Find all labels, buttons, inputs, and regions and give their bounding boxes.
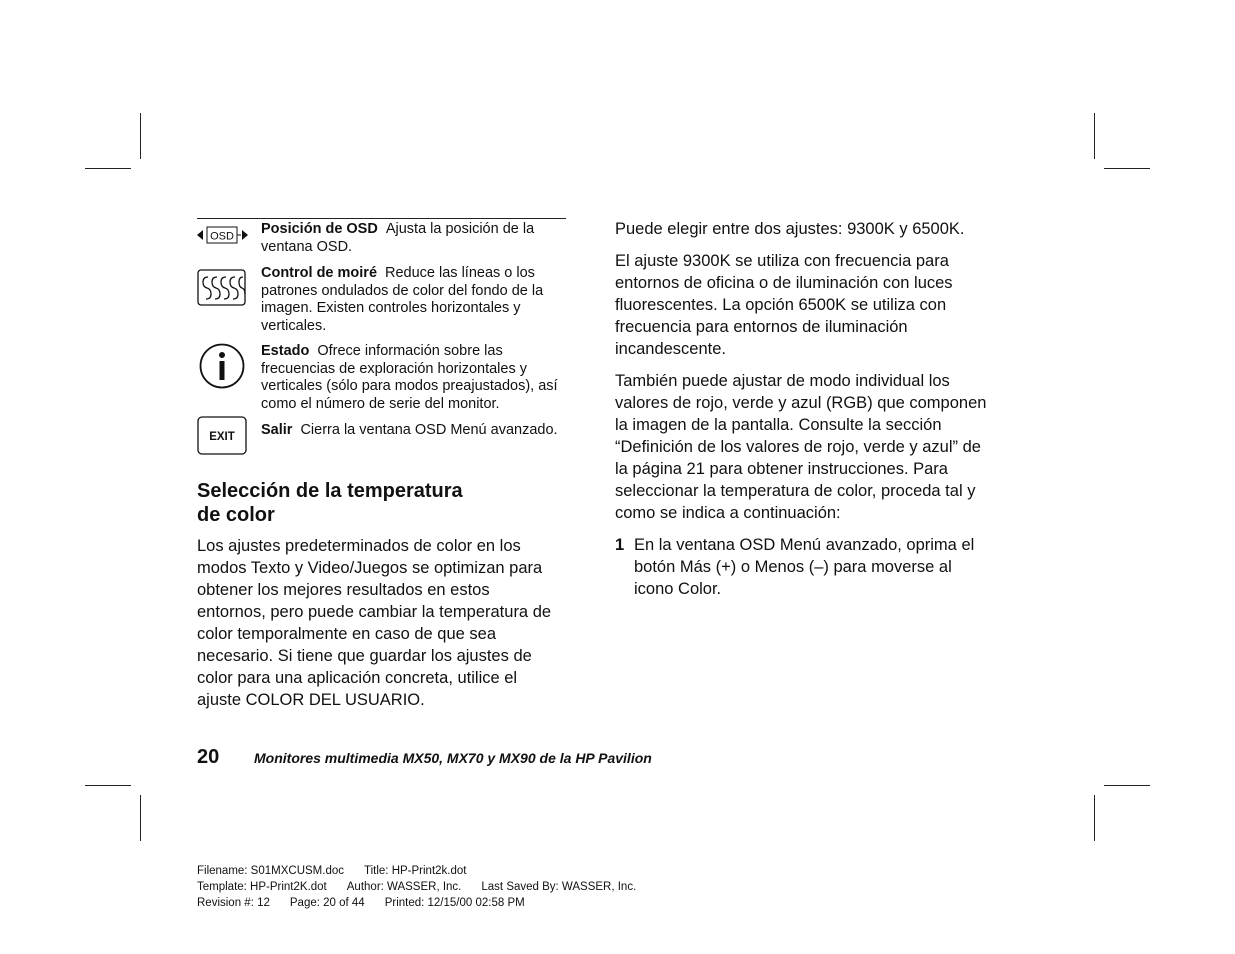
crop-mark xyxy=(1104,785,1150,786)
paragraph-3: También puede ajustar de modo individual los valores de rojo, verde y azul (RGB) que componen la imagen de la pantalla. Consulte la sección “Definición de los valores de rojo, verde y azul” de la página 21 para obtener instrucciones. Para seleccionar la temperatura de color, proceda tal y como se indica a continuación: xyxy=(615,372,987,522)
meta-title: Title: HP-Print2k.dot xyxy=(364,865,467,877)
running-footer-title: Monitores multimedia MX50, MX70 y MX90 de la HP Pavilion xyxy=(254,750,652,766)
section-paragraph: Los ajustes predeterminados de color en los modos Texto y Video/Juegos se optimizan para obtener los mejores resultados en estos entornos, pero puede cambiar la temperatura de color temporalmente en caso de que sea necesario. Si tiene que guardar los ajustes de color para una aplicación concreta, utilice el ajuste COLOR DEL USUARIO. xyxy=(197,537,552,709)
meta-template: Template: HP-Print2K.dot xyxy=(197,881,327,893)
item-text: Ajusta la posición de la ventana OSD. xyxy=(261,221,535,255)
item-exit xyxy=(197,422,566,468)
exit-icon xyxy=(197,416,249,462)
item-title: Salir xyxy=(261,422,293,438)
moire-icon xyxy=(197,269,247,313)
step-number: 1 xyxy=(615,536,625,554)
crop-mark xyxy=(1094,795,1095,841)
crop-mark xyxy=(1094,113,1095,159)
meta-last-saved: Last Saved By: WASSER, Inc. xyxy=(481,881,637,893)
right-column xyxy=(615,218,987,600)
item-title: Control de moiré xyxy=(261,265,378,281)
item-text: Cierra la ventana OSD Menú avanzado. xyxy=(300,422,558,438)
item-text: Ofrece información sobre las frecuencias de exploración horizontales y verticales (sólo para modos preajustados), así como el número de serie del monitor. xyxy=(261,343,558,412)
crop-mark xyxy=(85,168,131,169)
item-title: Estado xyxy=(261,343,310,359)
item-osd-position xyxy=(197,221,566,256)
meta-author: Author: WASSER, Inc. xyxy=(346,881,462,893)
item-moire xyxy=(197,265,566,335)
meta-filename: Filename: S01MXCUSM.doc xyxy=(197,865,344,877)
meta-printed: Printed: 12/15/00 02:58 PM xyxy=(384,897,525,909)
top-rule xyxy=(197,218,566,219)
svg-text:EXIT: EXIT xyxy=(209,431,235,443)
info-icon xyxy=(197,343,247,395)
step-text: En la ventana OSD Menú avanzado, oprima el botón Más (+) o Menos (–) para moverse al icono Color. xyxy=(634,536,975,598)
meta-page: Page: 20 of 44 xyxy=(289,897,365,909)
section-heading: Selección de la temperatura de color xyxy=(197,480,463,526)
crop-mark xyxy=(140,113,141,159)
crop-mark xyxy=(140,795,141,841)
page-number: 20 xyxy=(197,746,220,768)
paragraph-2: El ajuste 9300K se utiliza con frecuencia para entornos de oficina o de iluminación con luces fluorescentes. La opción 6500K se utiliza con frecuencia para entornos de iluminación incandescente. xyxy=(615,252,953,358)
meta-revision: Revision #: 12 xyxy=(197,897,270,909)
document-metadata xyxy=(197,863,656,911)
item-status xyxy=(197,343,566,413)
item-text: Reduce las líneas o los patrones ondulados de color del fondo de la imagen. Existen controles horizontales y verticales. xyxy=(261,265,544,334)
osd-position-icon xyxy=(197,226,249,250)
paragraph-1: Puede elegir entre dos ajustes: 9300K y 6500K. xyxy=(615,220,965,238)
step-1 xyxy=(615,534,987,600)
svg-text:OSD: OSD xyxy=(210,230,234,243)
left-column xyxy=(197,218,566,711)
item-title: Posición de OSD xyxy=(261,221,378,237)
crop-mark xyxy=(85,785,131,786)
crop-mark xyxy=(1104,168,1150,169)
